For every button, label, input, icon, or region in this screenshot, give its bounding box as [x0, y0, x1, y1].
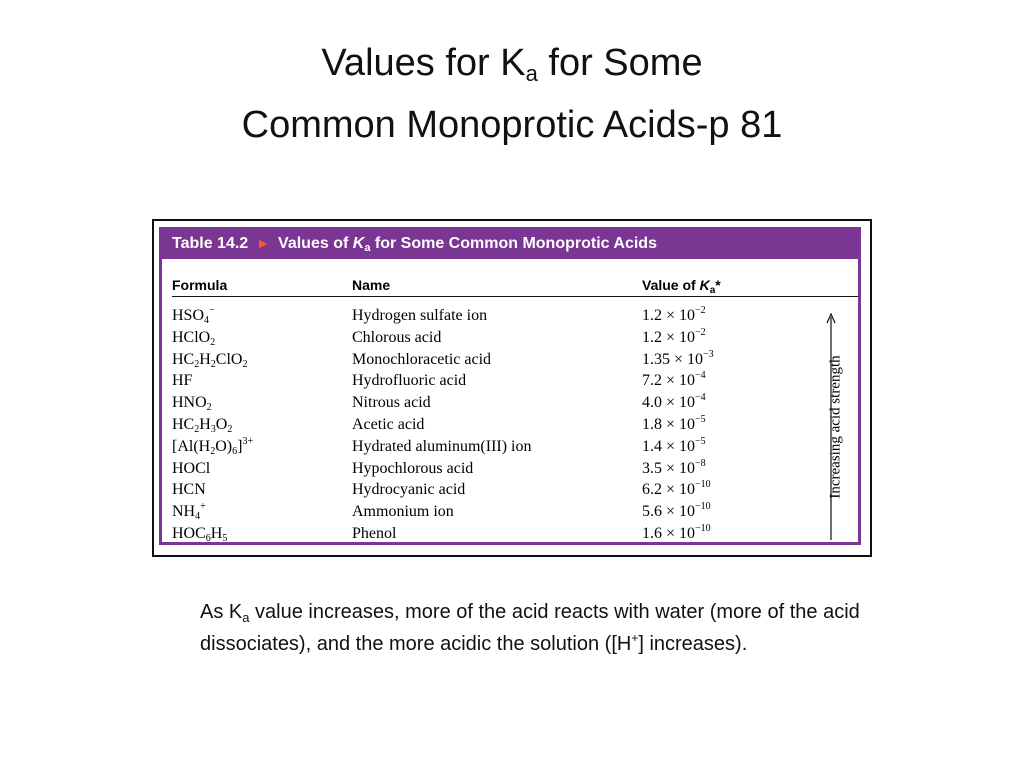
slide-title: [0, 32, 1024, 156]
name-cell: Ammonium ion: [352, 503, 454, 521]
formula-cell: $HNO_2$: [172, 394, 212, 414]
formula-cell: HCN: [172, 481, 206, 499]
table-row: [162, 327, 822, 349]
formula-cell: $NH_4^+$: [172, 501, 206, 523]
name-cell: Nitrous acid: [352, 394, 431, 412]
ka-value-cell: $5.6 \times 10^{-10}$: [642, 501, 711, 521]
table-row: [162, 305, 822, 327]
name-cell: Hydrofluoric acid: [352, 372, 467, 390]
ka-value-cell: $3.5 \times 10^{-8}$: [642, 457, 706, 477]
ka-value-cell: $1.8 \times 10^{-5}$: [642, 413, 706, 433]
name-cell: Hydrogen sulfate ion: [352, 307, 488, 324]
table-banner: [162, 227, 858, 259]
formula-cell: HF: [172, 372, 193, 390]
name-cell: Hypochlorous acid: [352, 459, 474, 477]
ka-value-cell: $6.2 \times 10^{-10}$: [642, 479, 711, 499]
name-cell: Hydrated aluminum(III) ion: [352, 437, 532, 455]
name-cell: Acetic acid: [352, 415, 425, 433]
table-title-pre: Values of: [278, 235, 353, 252]
ka-value-cell: $1.35 \times 10^{-3}$: [642, 348, 714, 368]
slide-title-line1: Values for $K_a$ for Some: [321, 42, 703, 86]
caption-text: As $K_a$ value increases, more of the acid reacts with water (more of the acid dissociates), and the more acidic the solution ([H+] increases).: [200, 601, 860, 655]
formula-cell: $HC_2H_3O_2$: [172, 415, 233, 435]
ka-value-cell: $1.2 \times 10^{-2}$: [642, 305, 706, 324]
name-cell: Hydrocyanic acid: [352, 481, 466, 499]
ka-value-cell: $1.6 \times 10^{-10}$: [642, 522, 711, 542]
slide-title-line2: Common Monoprotic Acids-p 81: [241, 104, 783, 146]
formula-cell: $[Al(H_2O)_6]^{3+}$: [172, 435, 254, 457]
column-header-formula: Formula: [172, 277, 228, 293]
ka-table: Table 14.2 ► Values of $K_a$ for Some Common Monoprotic Acids Formula Name Value of $K_a*$ $HSO_4^-$ Hydrogen sulfate ion $1.2 \times 10^{-2}$ HClO$_2$ Chlorous acid $1.2 \times 10^{-2}$ $HC_2H_2ClO_2$ Monochloracetic acid $1.35 \times 10^{-3}$ HF Hydrofluoric acid $7.2 \times 10^{-4}$ $HNO_2$ Nitrous acid $4.0 \times 10^{-4}$ $HC_2H_3O_2$ Acetic acid $1.8 \times 10^{-5}$ $[Al(H_2O)_6]^{3+}$ Hydrated aluminum(III) ion $1.4 \times 10^{-5}$ HOCl Hypochlorous acid $3.5 \times 10^{-8}$ HCN Hydrocyanic acid $6.2 \times 10^{-10}$ $NH_4^+$ Ammonium ion $5.6 \times 10^{-10}$ $HOC_6H_5$ Phenol $1.6 \times 10^{-10}$ Increasing acid strength: [159, 227, 861, 545]
column-header-value: Value of $K_a*$: [642, 277, 721, 296]
table-row: [162, 501, 822, 523]
name-cell: Chlorous acid: [352, 328, 442, 346]
formula-cell: $HSO_4^-$: [172, 305, 215, 326]
table-row: [162, 392, 822, 414]
ka-value-cell: $7.2 \times 10^{-4}$: [642, 370, 706, 390]
table-title-k: K: [352, 235, 365, 252]
table-row: [162, 349, 822, 371]
table-row: [162, 414, 822, 436]
formula-cell: HOCl: [172, 459, 211, 477]
ka-value-cell: $4.0 \times 10^{-4}$: [642, 392, 706, 412]
ka-value-cell: $1.4 \times 10^{-5}$: [642, 435, 706, 455]
table-row: [162, 436, 822, 458]
column-header-name: Name: [352, 277, 391, 293]
table-row: [162, 523, 822, 545]
header-divider: [172, 296, 858, 297]
table-number: Table 14.2: [172, 235, 249, 252]
table-row: [162, 479, 822, 501]
ka-table-figure: [152, 219, 872, 557]
table-body: [162, 305, 822, 545]
table-title-post: for Some Common Monoprotic Acids: [370, 235, 657, 252]
formula-cell: HClO$_2$: [172, 328, 216, 348]
formula-cell: $HOC_6H_5$: [172, 524, 228, 544]
formula-cell: $HC_2H_2ClO_2$: [172, 350, 248, 370]
name-cell: Phenol: [352, 524, 397, 542]
triangle-arrow-icon: ►: [256, 235, 271, 251]
name-cell: Monochloracetic acid: [352, 350, 492, 368]
table-title-sub: a: [364, 242, 371, 254]
ka-value-cell: $1.2 \times 10^{-2}$: [642, 326, 706, 346]
table-row: [162, 458, 822, 480]
table-row: [162, 370, 822, 392]
